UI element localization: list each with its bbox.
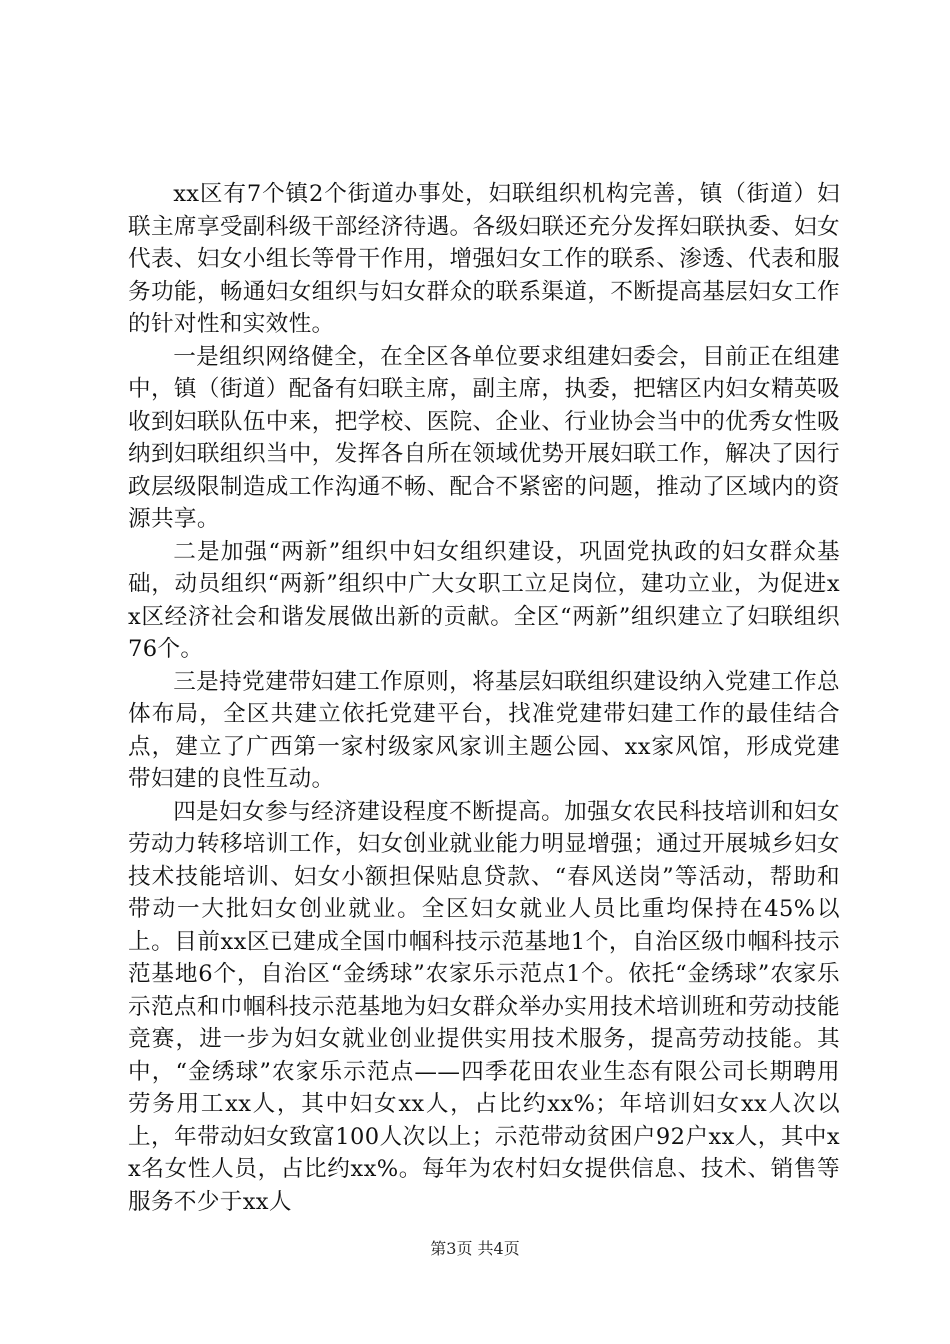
paragraph-three: 三是持党建带妇建工作原则，将基层妇联组织建设纳入党建工作总体布局，全区共建立依托党建平台，找准党建带妇建工作的最佳结合点，建立了广西第一家村级家风家训主题公园、xx家风馆，形成党建带妇建的良性互动。 — [128, 668, 840, 792]
page-number-footer: 第3页 共4页 — [430, 1239, 520, 1258]
paragraph-two: 二是加强“两新”组织中妇女组织建设，巩固党执政的妇女群众基础，动员组织“两新”组织中广大女职工立足岗位，建功立业，为促进xx区经济社会和谐发展做出新的贡献。全区“两新”组织建立了妇联组织76个。 — [128, 538, 840, 662]
paragraph-intro: xx区有7个镇2个街道办事处，妇联组织机构完善，镇（街道）妇联主席享受副科级干部经济待遇。各级妇联还充分发挥妇联执委、妇女代表、妇女小组长等骨干作用，增强妇女工作的联系、渗透、代表和服务功能，畅通妇女组织与妇女群众的联系渠道，不断提高基层妇女工作的针对性和实效性。 — [128, 181, 840, 337]
paragraph-one: 一是组织网络健全，在全区各单位要求组建妇委会，目前正在组建中，镇（街道）配备有妇联主席，副主席，执委，把辖区内妇女精英吸收到妇联队伍中来，把学校、医院、企业、行业协会当中的优秀女性吸纳到妇联组织当中，发挥各自所在领域优势开展妇联工作，解决了因行政层级限制造成工作沟通不畅、配合不紧密的问题，推动了区域内的资源共享。 — [128, 343, 840, 532]
paragraph-four: 四是妇女参与经济建设程度不断提高。加强女农民科技培训和妇女劳动力转移培训工作，妇女创业就业能力明显增强；通过开展城乡妇女技术技能培训、妇女小额担保贴息贷款、“春风送岗”等活动，帮助和带动一大批妇女创业就业。全区妇女就业人员比重均保持在45%以上。目前xx区已建成全国巾帼科技示范基地1个，自治区级巾帼科技示范基地6个，自治区“金绣球”农家乐示范点1个。依托“金绣球”农家乐示范点和巾帼科技示范基地为妇女群众举办实用技术培训班和劳动技能竞赛，进一步为妇女就业创业提供实用技术服务，提高劳动技能。其中，“金绣球”农家乐示范点——四季花田农业生态有限公司长期聘用劳务用工xx人，其中妇女xx人，占比约xx%；年培训妇女xx人次以上，年带动妇女致富100人次以上；示范带动贫困户92户xx人，其中xx名女性人员，占比约xx%。每年为农村妇女提供信息、技术、销售等服务不少于xx人 — [128, 798, 840, 1215]
document-body — [128, 178, 840, 1218]
